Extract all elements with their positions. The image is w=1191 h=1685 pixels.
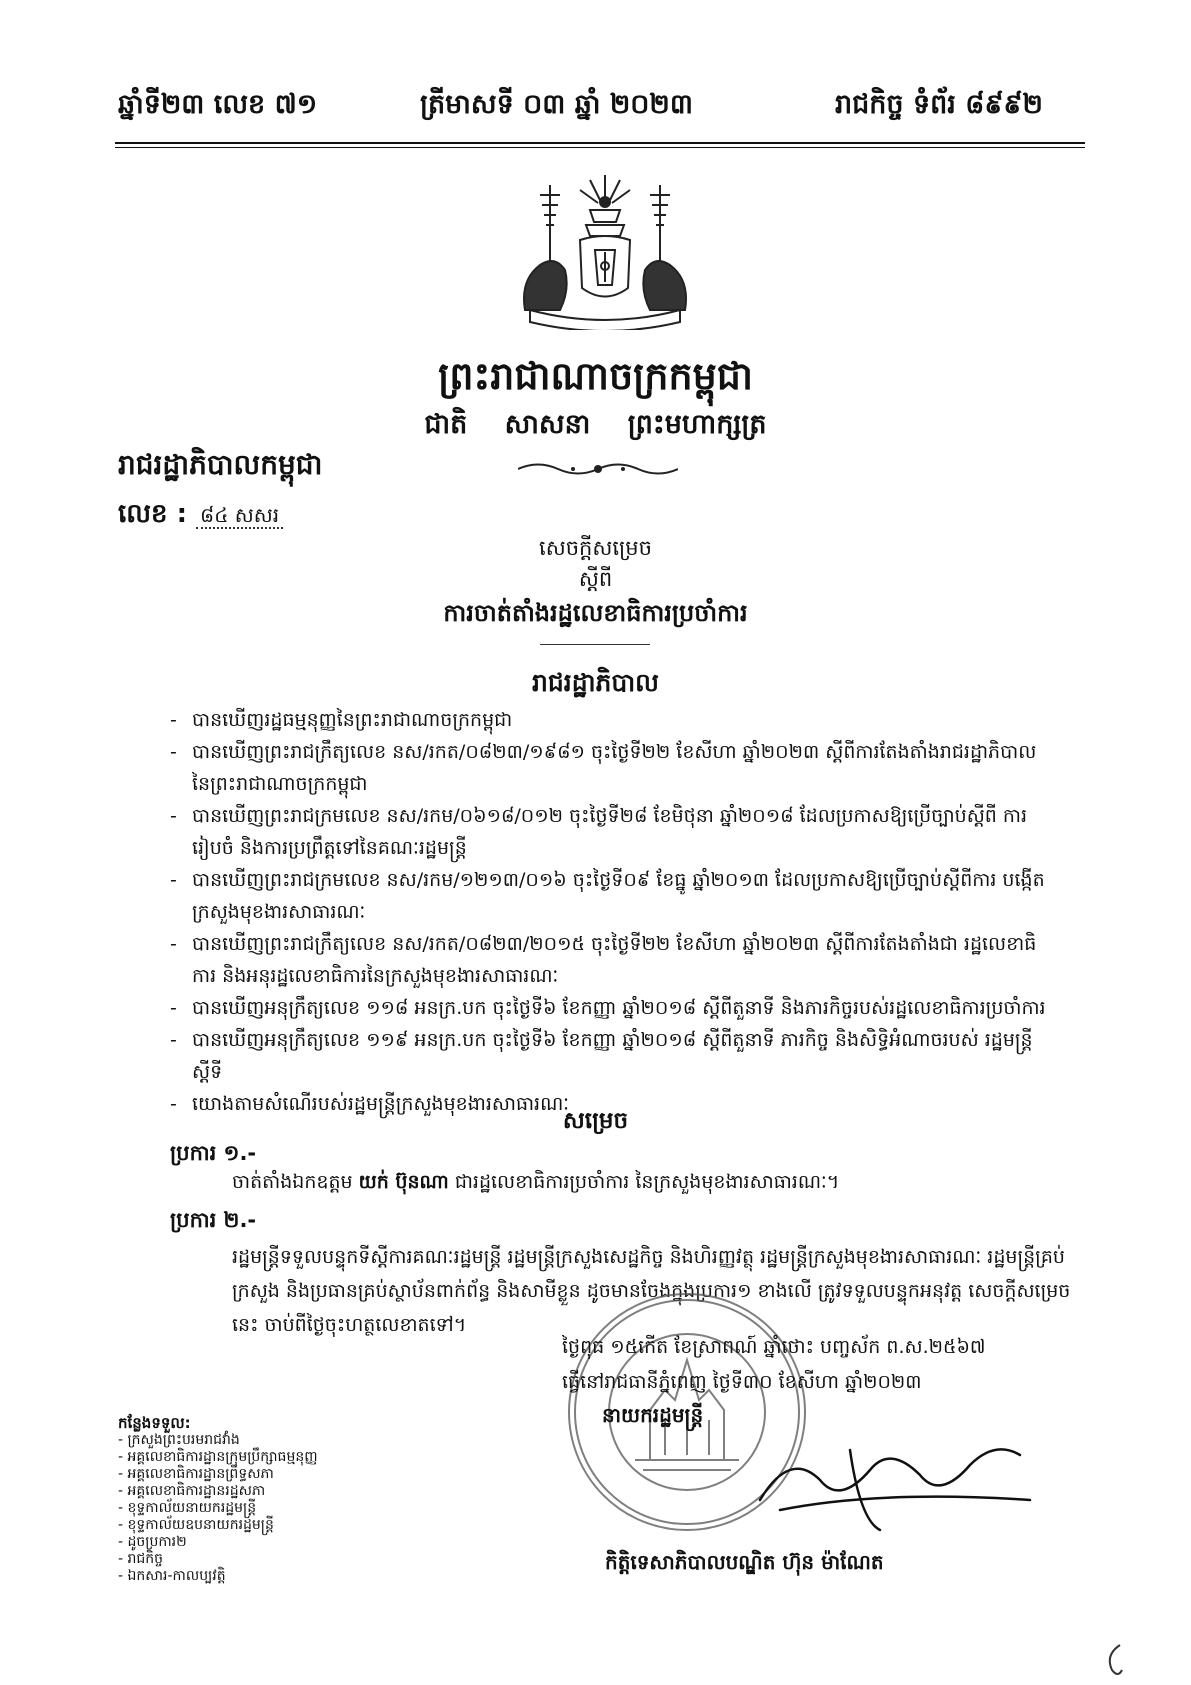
- article-2-label: ប្រការ ២.-: [170, 1208, 257, 1232]
- recital-item: - បានឃើញអនុក្រឹត្យលេខ ១១៨ អនក្រ.បក ចុះថ្ងៃទី៦ ខែកញ្ញា ឆ្នាំ២០១៨ ស្តីពីតួនាទី និងភារកិច្ចរបស់រដ្ឋលេខាធិការប្រចាំការ: [170, 997, 1046, 1019]
- article-2-text: រដ្ឋមន្ត្រីទទួលបន្ទុកទីស្តីការគណៈរដ្ឋមន្ត្រី រដ្ឋមន្ត្រីក្រសួងសេដ្ឋកិច្ច និងហិរញ្ញវត្ថុ រដ្ឋមន្ត្រីក្រសួងមុខងារសាធារណៈ រដ្ឋមន្ត្រីគ្រប់ក្រសួង និងប្រធានគ្រប់ស្ថាប័នពាក់ព័ន្ធ និងសាមីខ្លួន ដូចមានចែងក្នុងប្រការ១ ខាងលើ ត្រូវទទួលបន្ទុកអនុវត្ត សេចក្តីសម្រេចនេះ ចាប់ពីថ្ងៃចុះហត្ថលេខាតទៅ។: [232, 1246, 1071, 1336]
- recital-item: - បានឃើញព្រះរាជក្រឹត្យលេខ នស/រកត/០៨២៣/១៩៨១ ចុះថ្ងៃទី២២ ខែសីហា ឆ្នាំ២០២៣ ស្តីពីការតែងតាំងរាជរដ្ឋាភិបាល នៃព្រះរាជាណាចក្រកម្ពុជា: [170, 741, 1037, 795]
- place-and-date: ធ្វើនៅរាជធានីភ្នំពេញ ថ្ងៃទី៣០ ខែសីហា ឆ្នាំ២០២៣: [562, 1371, 922, 1393]
- header-rule: [115, 142, 1085, 144]
- recipient-item: - អគ្គលេខាធិការដ្ឋានរដ្ឋសភា: [118, 1483, 266, 1499]
- recital-item: - បានឃើញរដ្ឋធម្មនុញ្ញនៃព្រះរាជាណាចក្រកម្ពុជា: [170, 709, 513, 731]
- decides-heading: សម្រេច: [562, 1108, 629, 1134]
- government-name: រាជរដ្ឋាភិបាលកម្ពុជា: [118, 448, 323, 481]
- page-corner-mark: [1100, 1640, 1130, 1680]
- issuing-authority: រាជរដ្ឋាភិបាល: [532, 668, 659, 697]
- article-1-label: ប្រការ ១.-: [170, 1141, 257, 1165]
- recipients-heading: កន្លែងទទួល:: [118, 1414, 191, 1432]
- document-number: [118, 497, 283, 535]
- article-1-text: ចាត់តាំងឯកឧត្តម យក់ ប៊ុនណា ជារដ្ឋលេខាធិការប្រចាំការ នៃក្រសួងមុខងារសាធារណៈ។: [232, 1171, 840, 1193]
- recipients-list: [118, 1415, 318, 1585]
- document-type: សេចក្តីសម្រេច: [539, 536, 652, 560]
- signatory-title: នាយករដ្ឋមន្ត្រី: [602, 1403, 704, 1427]
- recipient-item: - ខុទ្ទកាល័យឧបនាយករដ្ឋមន្ត្រី: [118, 1517, 274, 1533]
- recital-item: - យោងតាមសំណើរបស់រដ្ឋមន្ត្រីក្រសួងមុខងារសាធារណៈ: [170, 1093, 570, 1115]
- recipient-item: - អគ្គលេខាធិការដ្ឋានក្រុមប្រឹក្សាធម្មនុញ្ញ: [118, 1449, 318, 1465]
- recipient-item: - ដូចប្រការ២: [118, 1534, 187, 1550]
- recital-item: - បានឃើញព្រះរាជក្រមលេខ នស/រកម/១២១៣/០១៦ ចុះថ្ងៃទី០៩ ខែធ្នូ ឆ្នាំ២០១៣ ដែលប្រកាសឱ្យប្រើច្បាប់ស្តីពីការ បង្កើតក្រសួងមុខងារសាធារណៈ: [170, 869, 1045, 923]
- recital-item: - បានឃើញព្រះរាជក្រមលេខ នស/រកម/០៦១៨/០១២ ចុះថ្ងៃទី២៨ ខែមិថុនា ឆ្នាំ២០១៨ ដែលប្រកាសឱ្យប្រើច្បាប់ស្តីពី ការរៀបចំ និងការប្រព្រឹត្តទៅនៃគណៈរដ្ឋមន្ត្រី: [170, 805, 1028, 859]
- header-rule-thin: [115, 147, 1085, 148]
- recipient-item: - ក្រសួងព្រះបរមរាជវាំង: [118, 1432, 240, 1448]
- document-number-label: លេខ :: [118, 499, 187, 529]
- document-about: ស្តីពី: [578, 567, 613, 591]
- national-motto: ជាតិ សាសនា ព្រះមហាក្សត្រ: [424, 409, 767, 440]
- lunar-date: ថ្ងៃពុធ ១៥កើត ខែស្រាពណ៍ ឆ្នាំថោះ បញ្ចស័ក ព.ស.២៥៦៧: [562, 1336, 986, 1358]
- handwritten-signature: [730, 1410, 1050, 1540]
- gazette-year-issue: ឆ្នាំទី២៣ លេខ ៧១: [118, 89, 318, 120]
- kingdom-name: ព្រះរាជាណាចក្រកម្ពុជា: [438, 354, 753, 398]
- recipient-item: - រាជកិច្ច: [118, 1551, 164, 1567]
- gazette-page-number: រាជកិច្ច ទំព័រ ៨៩៩២: [835, 89, 1043, 120]
- recipient-item: - អគ្គលេខាធិការដ្ឋានព្រឹទ្ធសភា: [118, 1466, 274, 1482]
- subject-divider: [540, 644, 650, 645]
- recitals-list: [170, 704, 1050, 1120]
- appointee-name: យក់ ប៊ុនណា: [358, 1171, 449, 1193]
- signatory-name: កិត្តិទេសាភិបាលបណ្ឌិត ហ៊ុន ម៉ាណែត: [605, 1550, 884, 1574]
- royal-coat-of-arms-emblem: [510, 170, 700, 330]
- decorative-ornament-divider: [518, 460, 678, 478]
- recipient-item: - ខុទ្ទកាល័យនាយករដ្ឋមន្ត្រី: [118, 1500, 257, 1516]
- recital-item: - បានឃើញព្រះរាជក្រឹត្យលេខ នស/រកត/០៨២៣/២០១៥ ចុះថ្ងៃទី២២ ខែសីហា ឆ្នាំ២០២៣ ស្តីពីការតែងតាំងជា រដ្ឋលេខាធិការ និងអនុរដ្ឋលេខាធិការនៃក្រសួងមុខងារសាធារណៈ: [170, 933, 1037, 987]
- document-subject: ការចាត់តាំងរដ្ឋលេខាធិការប្រចាំការ: [443, 599, 748, 627]
- recital-item: - បានឃើញអនុក្រឹត្យលេខ ១១៩ អនក្រ.បក ចុះថ្ងៃទី៦ ខែកញ្ញា ឆ្នាំ២០១៨ ស្តីពីតួនាទី ភារកិច្ច និងសិទ្ធិអំណាចរបស់ រដ្ឋមន្ត្រីស្តីទី: [170, 1029, 1033, 1083]
- gazette-quarter-date: ត្រីមាសទី ០៣ ឆ្នាំ ២០២៣: [420, 89, 693, 120]
- document-number-value: ៨៤ សសរ: [196, 503, 283, 529]
- recipient-item: - ឯកសារ-កាលប្បវត្តិ: [118, 1568, 226, 1584]
